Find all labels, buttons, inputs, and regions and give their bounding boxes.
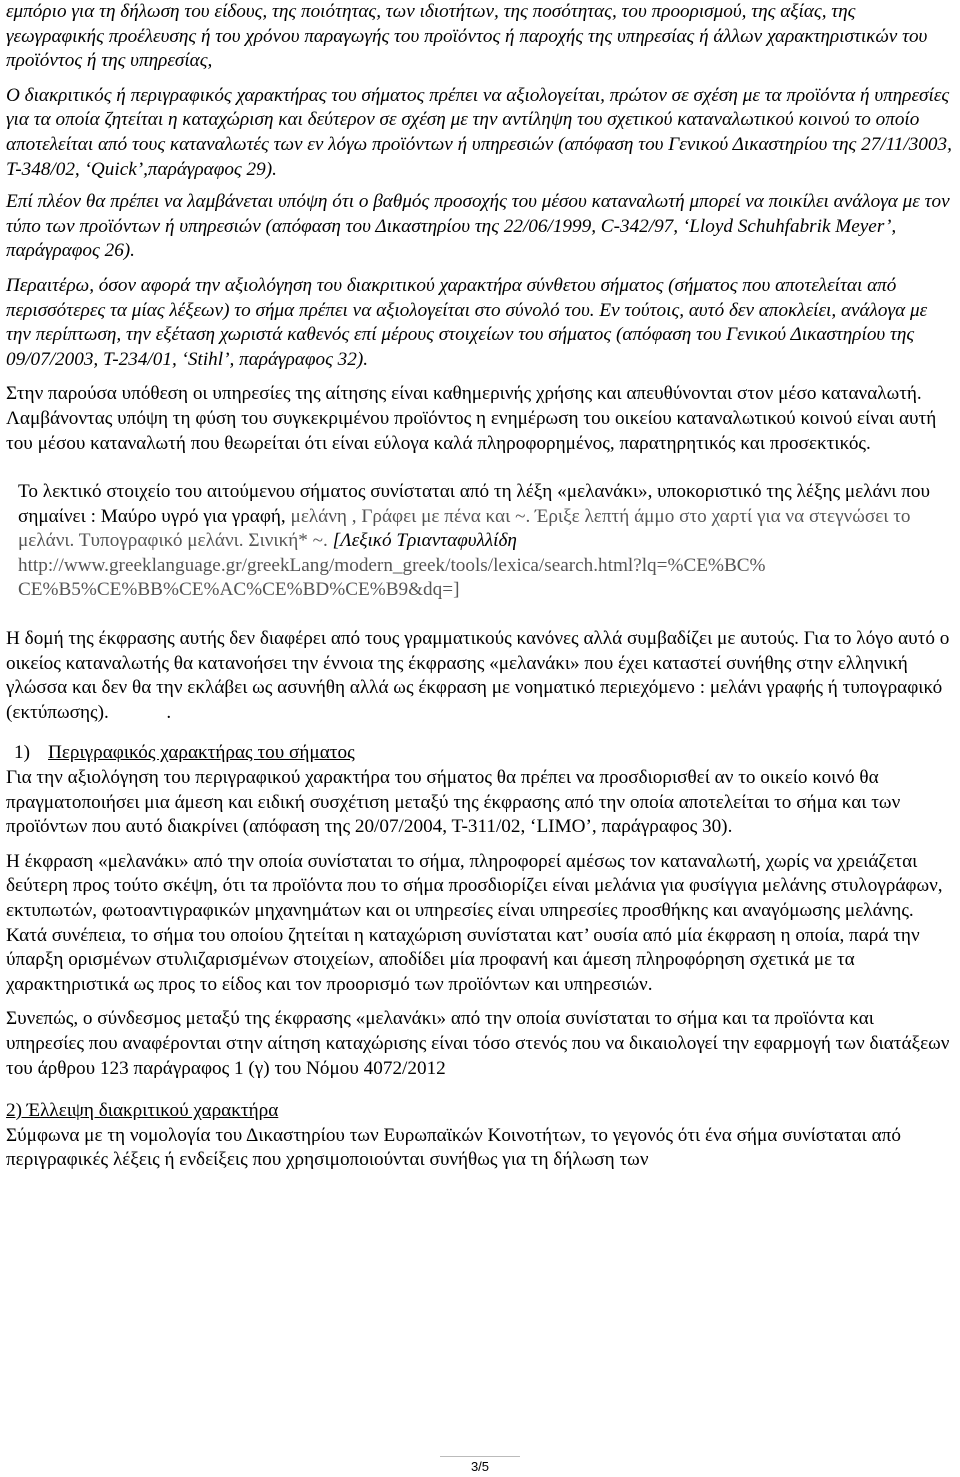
quote-text-part1: Το λεκτικό στοιχείο του αιτούμενου σήματος συνίσταται από τη λέξη «μελανάκι», υποκοριστικό της λέξης μελάνι που σημαίνει : Μαύρο υγρό για γραφή, [18,481,930,527]
section-title-1: Περιγραφικός χαρακτήρας του σήματος [48,742,355,764]
section-heading-2: 2) Έλλειψη διακριτικού χαρακτήρα [6,1100,279,1122]
paragraph-case-law: Σύμφωνα με τη νομολογία του Δικαστηρίου των Ευρωπαϊκών Κοινοτήτων, το γεγονός ότι ένα σήμα συνίσταται από περιγραφικές λέξεις ή ενδείξεις που χρησιμοποιούνται συνήθως για τη δήλωση των [6,1124,901,1171]
footer-divider [440,1456,520,1457]
quote-text-part2: μελάνη , Γράφει με πένα και ~. Έριξε λεπτή άμμο στο χαρτί για να στεγνώσει το μελάνι. Τυπογραφικό μελάνι. Σινική* ~. [18,505,911,552]
section-heading-1 [6,741,956,766]
paragraph-structure-tail: . [108,701,172,723]
paragraph-criteria-continuation: εμπόριο για τη δήλωση του είδους, της ποιότητας, των ιδιοτήτων, της ποσότητας, του προορισμού, της αξίας, της γεωγραφικής προέλευσης ή του χρόνου παραγωγής του προϊόντος ή παροχής της υπηρεσίας ή άλλων χαρακτηριστικών του προϊόντος ή της υπηρεσίας, [6,1,928,72]
quote-url: http://www.greeklanguage.gr/greekLang/modern_greek/tools/lexica/search.html?lq=%CE%BC% CE%B5%CE%BB%CE%AC%CE%BD%CE%B9&dq=] [18,554,766,601]
paragraph-attention-level: Επί πλέον θα πρέπει να λαμβάνεται υπόψη ότι ο βαθμός προσοχής του μέσου καταναλωτή μπορεί να ποικίλει ανάλογα με τον τύπο των προϊόντων ή υπηρεσιών (απόφαση του Δικαστηρίου της 22/06/1999, C-342/97, ‘Lloyd Schuhfabrik Meyer’, παράγραφος 26). [6,191,950,262]
paragraph-assessment: Ο διακριτικός ή περιγραφικός χαρακτήρας του σήματος πρέπει να αξιολογείται, πρώτον σε σχέση με τα προϊόντα ή υπηρεσίες για τα οποία ζητείται η καταχώριση και δεύτερον σε σχέση με την αντίληψη του σχετικού καταναλωτικού κοινού το οποίο αποτελείται από τους καταναλωτές των εν λόγω προϊόντων ή υπηρεσιών (απόφαση του Γενικού Δικαστηρίου της 27/11/3003, Τ-348/02, ‘Quick’,παράγραφος 29). [6,84,952,180]
section-number-1: 1) [14,742,30,764]
document-page [6,0,956,1173]
paragraph-structure-text: Η δομή της έκφρασης αυτής δεν διαφέρει από τους γραμματικούς κανόνες αλλά συμβαδίζει με αυτούς. Για το λόγο αυτό ο οικείος καταναλωτής θα κατανοήσει την έννοια της έκφρασης «μελανάκι» που έχει καταστεί συνήθης στην ελληνική γλώσσα και δεν θα την εκλάβει ως ασυνήθη αλλά ως έκφραση με νοηματικό περιεχόμενο : μελάνι γραφής ή τυπογραφικό (εκτύπωσης). [6,628,950,723]
paragraph-structure [6,627,956,725]
quotation-dictionary-definition [6,480,956,603]
quote-source: [Λεξικό Τριανταφυλλίδη [327,530,517,552]
paragraph-expression-analysis: Η έκφραση «μελανάκι» από την οποία συνίσταται το σήμα, πληροφορεί αμέσως τον καταναλωτή, χωρίς να χρειάζεται δεύτερη προς τούτο σκέψη, ότι τα προϊόντα που το σήμα προσδιορίζει είναι μελάνια για φυσίγγια μελάνης στυλογράφων, εκτυπωτών, φωτοαντιγραφικών μηχανημάτων και οι υπηρεσίες είναι υπηρεσίες προσθήκης και αναγόμωσης μελάνης. Κατά συνέπεια, το σήμα του οποίου ζητείται η καταχώριση συνίσταται κατ’ ουσία από μία έκφραση η οποία, παρά την ύπαρξη ορισμένων στυλιζαρισμένων στοιχείων, αποδίδει μία προφανή και άμεση πληροφόρηση σχετικά με τα χαρακτηριστικά ως προς το είδος και τον προορισμό των προϊόντων και υπηρεσιών. [6,850,943,995]
paragraph-descriptive-test: Για την αξιολόγηση του περιγραφικού χαρακτήρα του σήματος θα πρέπει να προσδιορισθεί αν το οικείο κοινό θα πραγματοποιήσει μια άμεση και ειδική συσχέτιση μεταξύ της έκφρασης από την οποία αποτελείται το σήμα και των προϊόντων που αυτό διακρίνει (απόφαση της 20/07/2004, Τ-311/02, ‘LIMO’, παράγραφος 30). [6,767,901,838]
paragraph-composite-mark: Περαιτέρω, όσον αφορά την αξιολόγηση του διακριτικού χαρακτήρα σύνθετου σήματος (σήματος που αποτελείται από περισσότερες τα μίας λέξεων) το σήμα πρέπει να αξιολογείται στο σύνολό του. Εν τούτοις, αυτό δεν αποκλείει, ανάλογα με την περίπτωση, την εξέταση χωριστά καθενός επί μέρους στοιχείων του σήματος (απόφαση του Γενικού Δικαστηρίου της 09/07/2003, Τ-234/01, ‘Stihl’, παράγραφος 32). [6,274,928,370]
page-number: 3/5 [470,1459,490,1474]
paragraph-present-case: Στην παρούσα υπόθεση οι υπηρεσίες της αίτησης είναι καθημερινής χρήσης και απευθύνονται στον μέσο καταναλωτή. Λαμβάνοντας υπόψη τη φύση του συγκεκριμένου προϊόντος η ενημέρωση του οικείου καταναλωτικού κοινού είναι αυτή του μέσου καταναλωτή που θεωρείται ότι είναι εύλογα καλά πληροφορημένος, παρατηρητικός και προσεκτικός. [6,383,937,454]
paragraph-conclusion: Συνεπώς, ο σύνδεσμος μεταξύ της έκφρασης «μελανάκι» από την οποία συνίσταται το σήμα και τα προϊόντα και υπηρεσίες που αναφέρονται στην αίτηση καταχώρισης είναι τόσο στενός που να δικαιολογεί την εφαρμογή των διατάξεων του άρθρου 123 παράγραφος 1 (γ) του Νόμου 4072/2012 [6,1008,950,1079]
